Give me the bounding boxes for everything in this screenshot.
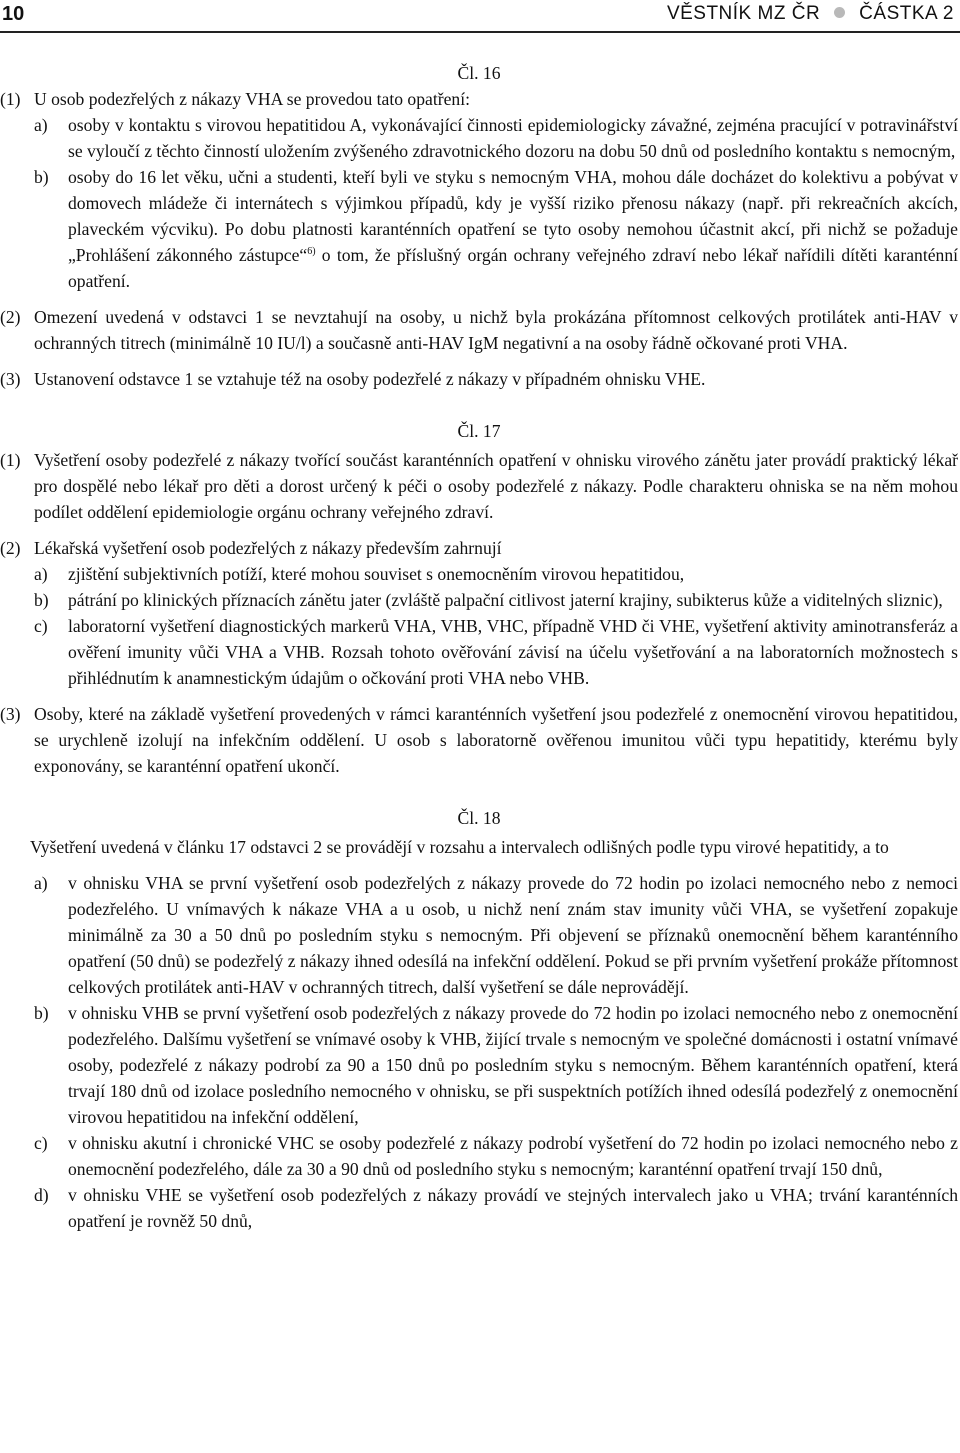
document-body <box>0 60 958 1234</box>
art17-paragraph-3 <box>0 701 958 779</box>
art17-item-a <box>0 561 958 587</box>
item-text: zjištění subjektivních potíží, které mohou souviset s onemocněním virovou hepatitidou, <box>68 564 685 584</box>
running-head <box>667 0 954 28</box>
art16-paragraph-1 <box>0 86 958 112</box>
paragraph-text: Omezení uvedená v odstavci 1 se nevztahují na osoby, u nichž byla prokázána přítomnost celkových protilátek anti-HAV v ochranných titrech (minimálně 10 IU/l) a současně anti-HAV IgM negativní a na osoby řádně očkované proti VHA. <box>34 307 958 353</box>
article-16-title: Čl. 16 <box>457 63 501 83</box>
item-text: v ohnisku akutní i chronické VHC se osoby podezřelé z nákazy podrobí vyšetření do 72 hodin po izolaci nemocného nebo z onemocnění podezřelého, dále za 30 a 90 dnů od posledního styku s nemocným; karanténní opatření trvají 150 dnů, <box>68 1133 958 1179</box>
art17-paragraph-2 <box>0 535 958 561</box>
item-text: osoby do 16 let věku, učni a studenti, kteří byli ve styku s nemocným VHA, mohou dále docházet do kolektivu a pobývat v domovech mládeže či internátech s výjimkou případů, kdy je vyšší riziko přenosu nákazy (např. při rekreačních akcích, plaveckém výcviku). Po dobu platnosti karanténních opatření se tyto osoby nemohou účastnit akcí, při nichž se požaduje „Prohlášení zákonného zástupce“ <box>68 167 958 265</box>
art18-item-b <box>0 1000 958 1130</box>
paragraph-number: (3) <box>0 704 21 724</box>
art16-paragraph-2 <box>0 304 958 356</box>
art18-item-d <box>0 1182 958 1234</box>
art17-item-b <box>0 587 958 613</box>
item-label: c) <box>34 1133 48 1153</box>
header-rule <box>0 31 960 33</box>
footnote-ref: 6) <box>307 246 316 258</box>
item-label: a) <box>34 873 48 893</box>
item-label: c) <box>34 616 48 636</box>
paragraph-number: (2) <box>0 307 21 327</box>
art18-item-a <box>0 870 958 1000</box>
bullet-separator-icon <box>834 7 845 18</box>
paragraph-text: Vyšetření osoby podezřelé z nákazy tvořící součást karanténních opatření v ohnisku virového zánětu jater provádí praktický lékař pro dospělé nebo lékař pro děti a dorost určený k péči o osoby podezřelé z nákazy. Podle charakteru ohniska se na něm mohou podílet oddělení epidemiologie orgánu ochrany veřejného zdraví. <box>34 450 958 522</box>
page-number: 10 <box>2 3 25 25</box>
paragraph-text: Ustanovení odstavce 1 se vztahuje též na osoby podezřelé z nákazy v případném ohnisku VHE. <box>34 369 706 389</box>
paragraph-text: U osob podezřelých z nákazy VHA se provedou tato opatření: <box>34 89 470 109</box>
item-label: d) <box>34 1185 49 1205</box>
journal-title: VĚSTNÍK MZ ČR <box>666 3 821 24</box>
paragraph-text: Lékařská vyšetření osob podezřelých z nákazy především zahrnují <box>34 538 502 558</box>
article-17-title: Čl. 17 <box>457 421 501 441</box>
paragraph-number: (3) <box>0 369 21 389</box>
paragraph-number: (1) <box>0 89 21 109</box>
item-text: laboratorní vyšetření diagnostických markerů VHA, VHB, VHC, případně VHD či VHE, vyšetření aktivity aminotransferáz a ověření imunity vůči VHA a VHB. Rozsah tohoto ověřování závisí na účelu vyšetřování a na laboratorních možnostech s přihlédnutím k anamnestickým údajům o očkování proti VHA nebo VHB. <box>68 616 958 688</box>
part-label: ČÁSTKA 2 <box>859 3 954 24</box>
article-18-title: Čl. 18 <box>457 808 501 828</box>
paragraph-number: (2) <box>0 538 21 558</box>
item-label: b) <box>34 1003 49 1023</box>
item-text: pátrání po klinických příznacích zánětu jater (zvláště palpační citlivost jaterní krajiny, subikterus kůže a viditelných sliznic), <box>68 590 943 610</box>
item-text: v ohnisku VHE se vyšetření osob podezřelých z nákazy provádí ve stejných intervalech jako u VHA; trvání karanténních opatření je rovněž 50 dnů, <box>68 1185 958 1231</box>
paragraph-number: (1) <box>0 450 21 470</box>
art17-paragraph-1 <box>0 447 958 525</box>
item-text-continued: o tom, že příslušný orgán ochrany veřejného zdraví nebo lékař nařídili dítěti karanténní opatření. <box>68 245 959 291</box>
art16-item-a <box>0 112 958 164</box>
item-label: b) <box>34 590 49 610</box>
art16-item-b <box>0 164 958 294</box>
page-header <box>0 0 960 30</box>
art17-item-c <box>0 613 958 691</box>
art16-paragraph-3 <box>0 366 958 392</box>
item-text: v ohnisku VHA se první vyšetření osob podezřelých z nákazy provede do 72 hodin po izolaci nemocného nebo z nemoci podezřelého. U vnímavých k nákaze VHA a u osob, u nichž není znám stav imunity vůči VHA, se vyšetření zopakuje minimálně za 30 a 50 dnů po posledním styku s nemocným. Při objevení se příznaků onemocnění během karanténního opatření (50 dnů) se podezřelý z nákazy ihned odesílá na infekční oddělení. Pokud se při prvním vyšetření prokáže přítomnost celkových protilátek anti-HAV v ochranných titrech, další vyšetření se dále neprovádějí. <box>68 873 958 997</box>
item-text: v ohnisku VHB se první vyšetření osob podezřelých z nákazy provede do 72 hodin po izolaci nemocného nebo z onemocnění podezřelého. Dalšímu vyšetření se vnímavé osoby k VHB, žijící trvale s nemocným ve společné domácnosti i ostatní vnímavé osoby, podezřelé z nákazy podrobí za 90 a 150 dnů po posledním styku s nemocným. Během karanténních opatření, která trvají 180 dnů od izolace posledního nemocného v ohnisku, se při suspektních potížích ihned odesílá podezřelý z onemocnění virovou hepatitidou na infekční oddělení, <box>68 1003 958 1127</box>
item-text: osoby v kontaktu s virovou hepatitidou A, vykonávající činnosti epidemiologicky závažné, zejména pracující v potravinářství se vyloučí z těchto činností uložením zvýšeného zdravotnického dozoru na dobu 50 dnů od posledního kontaktu s nemocným, <box>68 115 958 161</box>
item-label: b) <box>34 167 49 187</box>
art18-intro: Vyšetření uvedená v článku 17 odstavci 2 se provádějí v rozsahu a intervalech odlišných podle typu virové hepatitidy, a to <box>30 837 889 857</box>
item-label: a) <box>34 115 48 135</box>
art18-item-c <box>0 1130 958 1182</box>
item-label: a) <box>34 564 48 584</box>
paragraph-text: Osoby, které na základě vyšetření provedených v rámci karanténních vyšetření jsou podezřelé z onemocnění virovou hepatitidou, se urychleně izolují na infekčním oddělení. U osob s laboratorně ověřenou imunitou vůči typu hepatitidy, kterému byly exponovány, se karanténní opatření ukončí. <box>34 704 958 776</box>
